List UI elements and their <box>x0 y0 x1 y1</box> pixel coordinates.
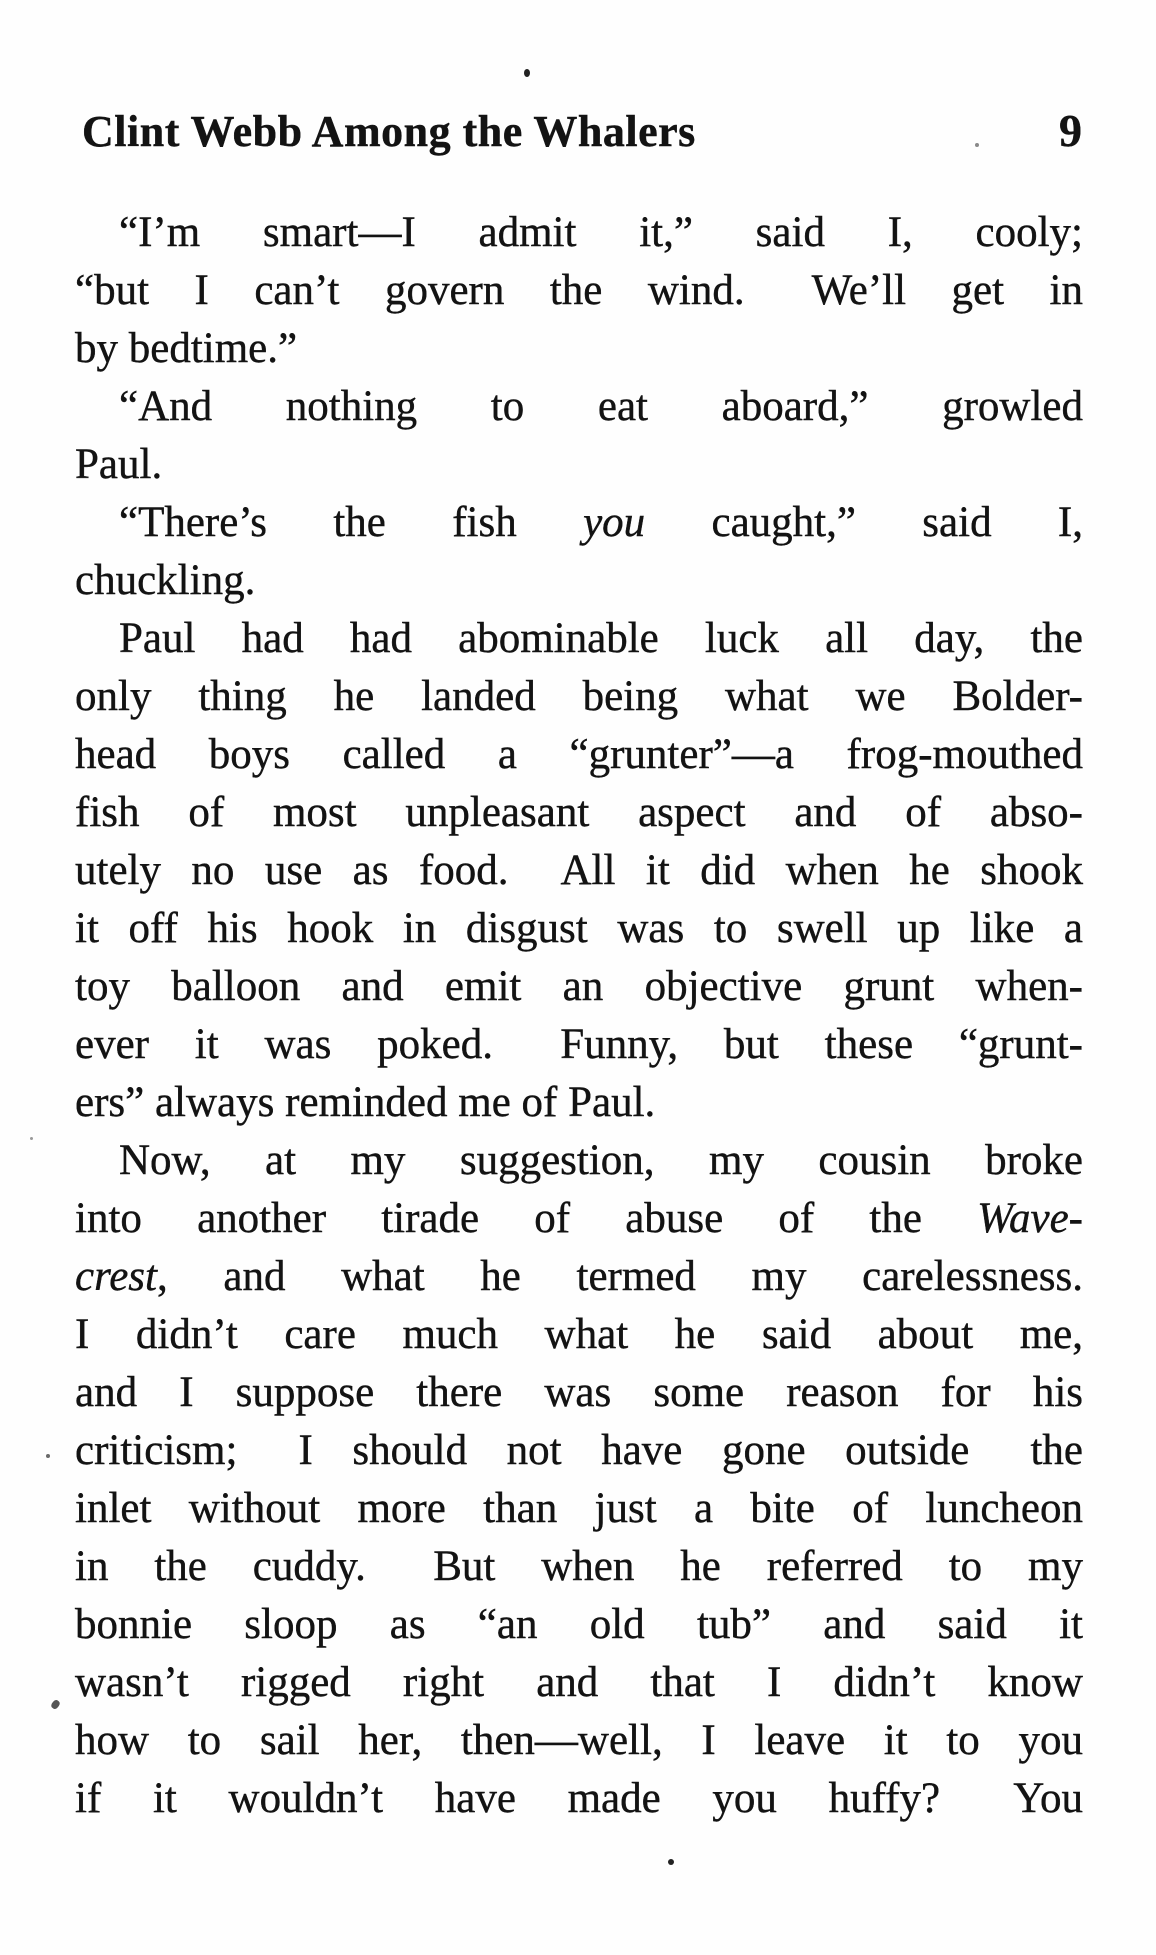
text-segment: , and what he termed my carelessness. <box>157 1253 1083 1300</box>
text-segment: “There’s the fish <box>119 499 584 546</box>
text-line <box>75 900 1083 958</box>
text-segment: ever it was poked. Funny, but these “grunt- <box>75 1021 1083 1068</box>
text-line <box>75 1538 1083 1596</box>
text-segment: ers” always reminded me of Paul. <box>75 1079 656 1126</box>
scan-speck <box>975 143 979 147</box>
text-line <box>75 842 1083 900</box>
italic-text: crest <box>75 1253 157 1300</box>
text-line <box>75 1770 1083 1828</box>
text-line <box>75 1016 1083 1074</box>
page-body <box>75 204 1083 1828</box>
italic-text: you <box>583 499 646 546</box>
text-segment: by bedtime.” <box>75 325 298 372</box>
scan-speck <box>30 1137 33 1140</box>
text-segment: toy balloon and emit an objective grunt when- <box>75 963 1083 1010</box>
text-segment: Now, at my suggestion, my cousin broke <box>119 1137 1083 1184</box>
text-segment: “I’m smart—I admit it,” said I, cooly; <box>119 209 1083 256</box>
text-segment: it off his hook in disgust was to swell up like a <box>75 905 1083 952</box>
text-line <box>75 726 1083 784</box>
text-line <box>75 1190 1083 1248</box>
scan-speck <box>668 1859 674 1865</box>
text-segment: criticism; I should not have gone outside the <box>75 1427 1083 1474</box>
text-segment: Paul had had abominable luck all day, the <box>119 615 1083 662</box>
text-line <box>75 1422 1083 1480</box>
text-segment: I didn’t care much what he said about me, <box>75 1311 1083 1358</box>
text-segment: utely no use as food. All it did when he shook <box>75 847 1083 894</box>
text-segment: chuckling. <box>75 557 256 604</box>
text-segment: “but I can’t govern the wind. We’ll get in <box>75 267 1083 314</box>
scan-speck <box>524 69 530 77</box>
text-line <box>75 1654 1083 1712</box>
text-segment: into another tirade of abuse of the <box>75 1195 978 1242</box>
italic-text: Wave- <box>977 1195 1083 1242</box>
text-line <box>75 204 1083 262</box>
text-segment: wasn’t rigged right and that I didn’t know <box>75 1659 1083 1706</box>
text-line <box>75 1364 1083 1422</box>
text-line <box>75 1074 1083 1132</box>
text-segment: head boys called a “grunter”—a frog-mouthed <box>75 731 1083 778</box>
text-line <box>75 1712 1083 1770</box>
text-line <box>75 1480 1083 1538</box>
text-line <box>75 1248 1083 1306</box>
text-segment: how to sail her, then—well, I leave it to you <box>75 1717 1083 1764</box>
page-number: 9 <box>1059 105 1082 156</box>
text-line <box>75 1132 1083 1190</box>
text-line <box>75 262 1083 320</box>
text-segment: and I suppose there was some reason for his <box>75 1369 1083 1416</box>
text-line <box>75 784 1083 842</box>
text-line <box>75 552 1083 610</box>
text-line <box>75 494 1083 552</box>
text-segment: only thing he landed being what we Bolder- <box>75 673 1083 720</box>
text-segment: in the cuddy. But when he referred to my <box>75 1543 1083 1590</box>
scan-speck <box>46 1454 50 1458</box>
paragraph <box>75 610 1083 1132</box>
paragraph <box>75 494 1083 610</box>
text-segment: caught,” said I, <box>645 499 1083 546</box>
running-header <box>82 104 1082 157</box>
text-line <box>75 436 1083 494</box>
running-header-title: Clint Webb Among the Whalers <box>82 107 696 156</box>
text-line <box>75 320 1083 378</box>
paragraph <box>75 378 1083 494</box>
text-segment: inlet without more than just a bite of luncheon <box>75 1485 1083 1532</box>
text-segment: bonnie sloop as “an old tub” and said it <box>75 1601 1083 1648</box>
scan-speck <box>50 1699 61 1710</box>
text-segment: fish of most unpleasant aspect and of abso- <box>75 789 1083 836</box>
text-line <box>75 1306 1083 1364</box>
text-line <box>75 1596 1083 1654</box>
text-line <box>75 668 1083 726</box>
text-line <box>75 378 1083 436</box>
text-segment: if it wouldn’t have made you huffy? You <box>75 1775 1083 1822</box>
text-segment: Paul. <box>75 441 163 488</box>
text-line <box>75 958 1083 1016</box>
paragraph <box>75 204 1083 378</box>
paragraph <box>75 1132 1083 1828</box>
text-line <box>75 610 1083 668</box>
text-segment: “And nothing to eat aboard,” growled <box>119 383 1083 430</box>
